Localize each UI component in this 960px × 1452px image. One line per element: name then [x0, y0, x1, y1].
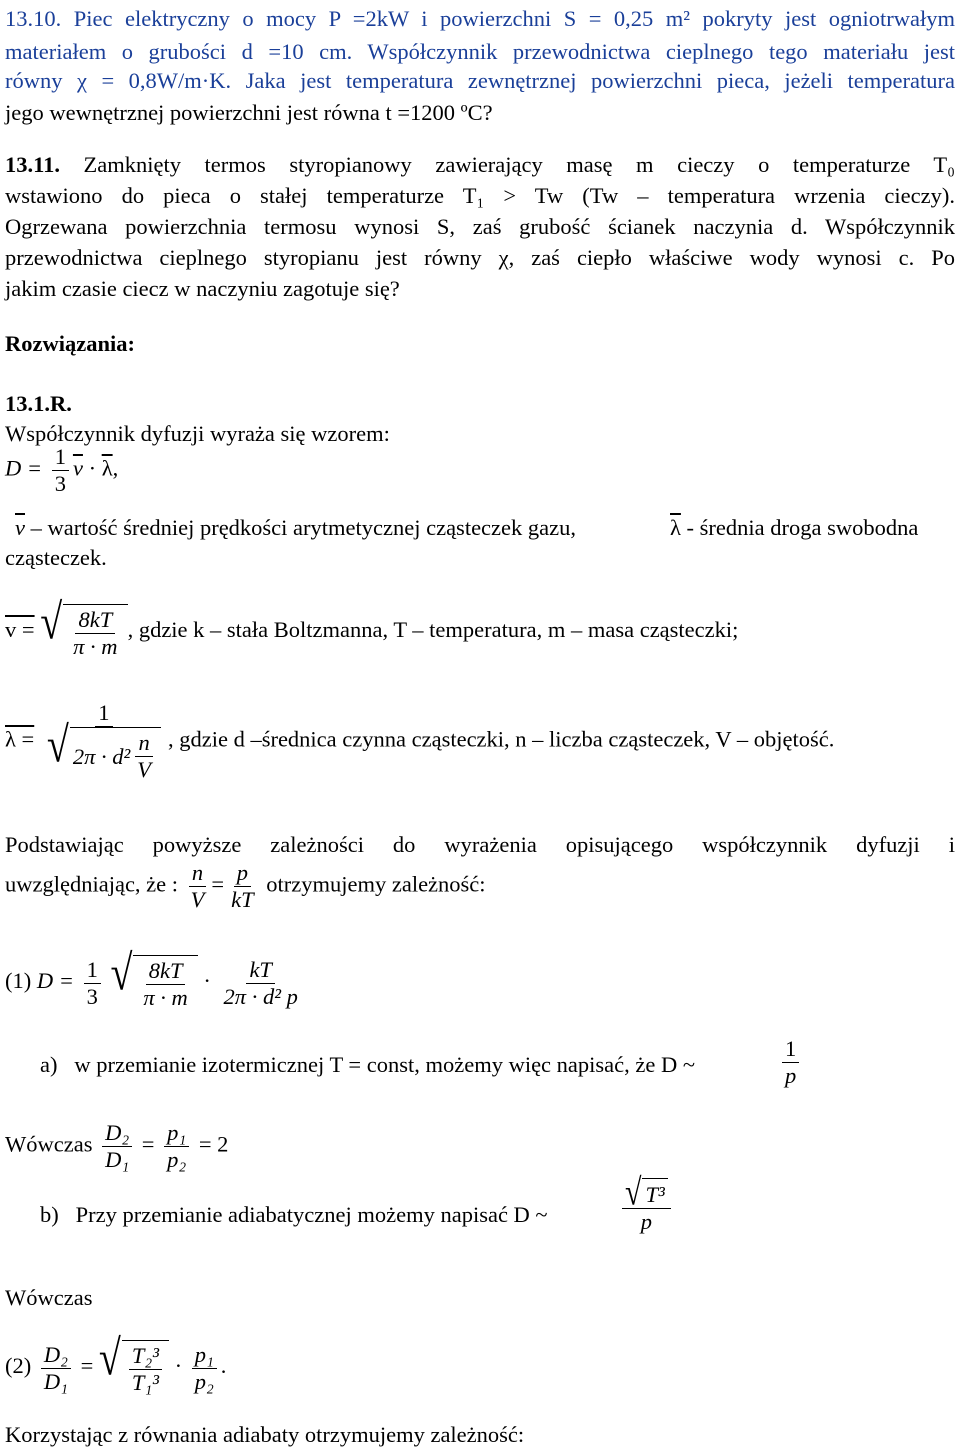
frac-den: 3	[86, 983, 98, 1009]
radicand: T³	[642, 1178, 667, 1208]
equation-2	[5, 1329, 227, 1396]
frac-den: p	[640, 1209, 652, 1234]
problem-13-11-line-3: Ogrzewana powierzchnia termosu wynosi S, zaś grubość ścianek naczynia d. Współczynnik	[5, 214, 955, 239]
lambda-description	[670, 513, 918, 542]
problem-text: Piec elektryczny o mocy P =2kW i powierzchni S = 0,25 m² pokryty jest ogniotrwałym	[61, 6, 955, 31]
frac-den: D₁	[43, 1368, 68, 1394]
lambda-formula-description: , gdzie d –średnica czynna cząsteczki, n – liczba cząsteczek, V – objętość.	[167, 726, 835, 752]
fraction-one-over-p	[782, 1036, 799, 1089]
dot: ·	[82, 455, 102, 481]
result-value: = 2	[198, 1131, 229, 1157]
diffusion-intro: Współczynnik dyfuzji wyraża się wzorem:	[5, 421, 390, 446]
fraction-p-over-kt	[228, 860, 257, 913]
case-label: a)	[40, 1052, 58, 1077]
case-b-fraction	[618, 1171, 675, 1235]
problem-text: Zamknięty termos styropianowy zawierający masę m cieczy o temperaturze T₀	[60, 152, 955, 177]
radical: √	[625, 1171, 642, 1213]
lambda-bar: $\overline{\lambda}$	[101, 455, 113, 481]
fraction-p1-p2	[192, 1342, 217, 1395]
result-isothermal	[5, 1120, 228, 1173]
equals: =	[141, 1131, 155, 1157]
frac-num: 8kT	[146, 958, 186, 985]
frac-num: D₂	[41, 1342, 71, 1369]
case-text: Przy przemianie adiabatycznej możemy napisać D ~	[75, 1202, 548, 1227]
substitution-line-1: Podstawiając powyższe zależności do wyrażenia opisującego współczynnik dyfuzji i	[5, 832, 955, 857]
eq-lhs: D =	[36, 968, 74, 994]
fraction-one-third	[84, 957, 101, 1010]
fraction-n-over-v	[134, 730, 154, 783]
frac-num: p	[234, 860, 251, 887]
lambda-description-cont: cząsteczek.	[5, 545, 107, 570]
radicand-a: 2π · d²	[72, 743, 131, 769]
frac-num: n	[135, 730, 152, 757]
frac-den: p₂	[194, 1368, 214, 1394]
then-adiabatic: Wówczas	[5, 1285, 93, 1310]
frac-num: n	[189, 860, 206, 887]
v-bar: $\overline{v}$	[15, 515, 25, 540]
frac-den: 3	[54, 471, 66, 496]
problem-13-11-line-1	[5, 150, 955, 179]
radicand	[133, 955, 197, 1011]
case-text: w przemianie izotermicznej T = const, możemy więc napisać, że D ~	[74, 1052, 696, 1077]
text: Wówczas	[5, 1131, 93, 1157]
radicand	[122, 1340, 169, 1396]
case-label: b)	[40, 1202, 59, 1227]
fraction-t2-t1	[129, 1343, 162, 1396]
adiabat-conclusion: Korzystając z równania adiabaty otrzymujemy zależność:	[5, 1422, 525, 1447]
mean-velocity-formula	[5, 593, 739, 660]
text: uwzględniając, że :	[5, 871, 179, 897]
dot: ·	[174, 1353, 183, 1379]
eq-lhs: D =	[5, 455, 48, 481]
frac-den: 2π · d² p	[223, 983, 298, 1009]
comma: ,	[112, 455, 119, 481]
problem-13-11-line-5: jakim czasie ciecz w naczyniu zagotuje się?	[5, 276, 400, 301]
fraction-d2-d1	[102, 1120, 132, 1173]
velocity-description: , gdzie k – stała Boltzmanna, T – temperatura, m – masa cząsteczki;	[127, 617, 739, 643]
frac-den: kT	[231, 887, 254, 912]
diffusion-equation	[5, 444, 118, 497]
frac-num: 1	[84, 957, 101, 984]
equals: =	[80, 1353, 94, 1379]
lambda-bar: $\overline{\lambda}$	[670, 515, 681, 540]
case-a	[40, 1050, 695, 1079]
eq-label: (1)	[5, 968, 32, 994]
substitution-line-2	[5, 860, 486, 913]
frac-den: V	[190, 887, 205, 912]
radicand	[63, 604, 127, 660]
v-bar: $\overline{v}$	[72, 455, 83, 481]
frac-num: kT	[246, 957, 275, 984]
fraction-one-third	[52, 444, 69, 497]
frac-num: T₂³	[129, 1343, 162, 1370]
dot: ·	[203, 968, 211, 994]
frac-den: V	[137, 757, 151, 782]
frac-den: p	[785, 1063, 797, 1088]
problem-13-10-line-2: materiałem o grubości d =10 cm. Współczynnik przewodnictwa cieplnego tego materiału jest	[5, 39, 955, 64]
radical: √	[110, 944, 133, 1001]
solutions-heading: Rozwiązania:	[5, 331, 135, 356]
v-description-text: – wartość średniej prędkości arytmetycznej cząsteczek gazu,	[25, 515, 576, 540]
problem-number: 13.11.	[5, 152, 61, 177]
sqrt-sign	[110, 944, 197, 1011]
eq-lhs: v =	[5, 617, 35, 643]
frac-den: π · m	[143, 985, 188, 1010]
frac-den: π · m	[73, 634, 118, 659]
frac-num	[622, 1171, 671, 1213]
eq-lhs: λ =	[5, 726, 35, 752]
equals: =	[211, 871, 225, 897]
fraction	[70, 607, 120, 660]
fraction	[140, 958, 190, 1011]
fraction-d2-d1	[41, 1342, 71, 1395]
frac-num: 1	[52, 444, 69, 471]
fraction	[221, 957, 301, 1010]
lambda-description-text: - średnia droga swobodna	[680, 515, 919, 540]
frac-num: p₁	[192, 1342, 217, 1369]
sqrt-sign	[40, 593, 127, 660]
frac-den: D₁	[105, 1147, 130, 1172]
mean-free-path-formula	[5, 700, 834, 783]
problem-13-11-line-2: wstawiono do pieca o stałej temperaturze T₁ > Tw (Tw – temperatura wrzenia cieczy).	[5, 183, 955, 208]
frac-num: 1	[782, 1036, 799, 1063]
radical: √	[46, 716, 69, 773]
frac-den	[44, 716, 164, 783]
problem-13-10-line-3: równy χ = 0,8W/m·K. Jaka jest temperatura zewnętrznej powierzchni pieca, jeżeli temperatura	[5, 68, 955, 93]
problem-13-10-line-1	[5, 4, 955, 33]
eq-label: (2)	[5, 1353, 32, 1379]
v-description	[5, 513, 576, 542]
solution-13-1-number: 13.1.R.	[5, 391, 72, 416]
period: .	[220, 1353, 227, 1379]
frac-num: 8kT	[75, 607, 115, 634]
frac-num: D₂	[102, 1120, 132, 1147]
radical: √	[98, 1329, 121, 1386]
problem-13-10-line-4: jego wewnętrznej powierzchni jest równa t =1200 ºC?	[5, 100, 493, 125]
case-b	[40, 1200, 548, 1229]
sqrt-sign	[46, 716, 161, 783]
fraction-sqrt-t3-over-p	[622, 1171, 671, 1235]
sqrt-sign	[625, 1171, 668, 1213]
problem-number: 13.10.	[5, 6, 62, 31]
radical: √	[40, 593, 63, 650]
fraction-n-over-v	[188, 860, 208, 913]
frac-num: p₁	[164, 1120, 189, 1147]
text: otrzymujemy zależność:	[266, 871, 486, 897]
fraction-p1-p2	[164, 1120, 189, 1173]
equation-1	[5, 944, 305, 1011]
radicand	[70, 727, 161, 783]
frac-den: T₁³	[131, 1370, 159, 1395]
fraction	[44, 700, 164, 783]
frac-den: p₂	[167, 1147, 187, 1172]
frac-num: 1	[95, 700, 112, 727]
sqrt-sign	[98, 1329, 169, 1396]
problem-13-11-line-4: przewodnictwa cieplnego styropianu jest równy χ, zaś ciepło właściwe wody wynosi c. Po	[5, 245, 955, 270]
case-a-fraction	[778, 1036, 803, 1089]
